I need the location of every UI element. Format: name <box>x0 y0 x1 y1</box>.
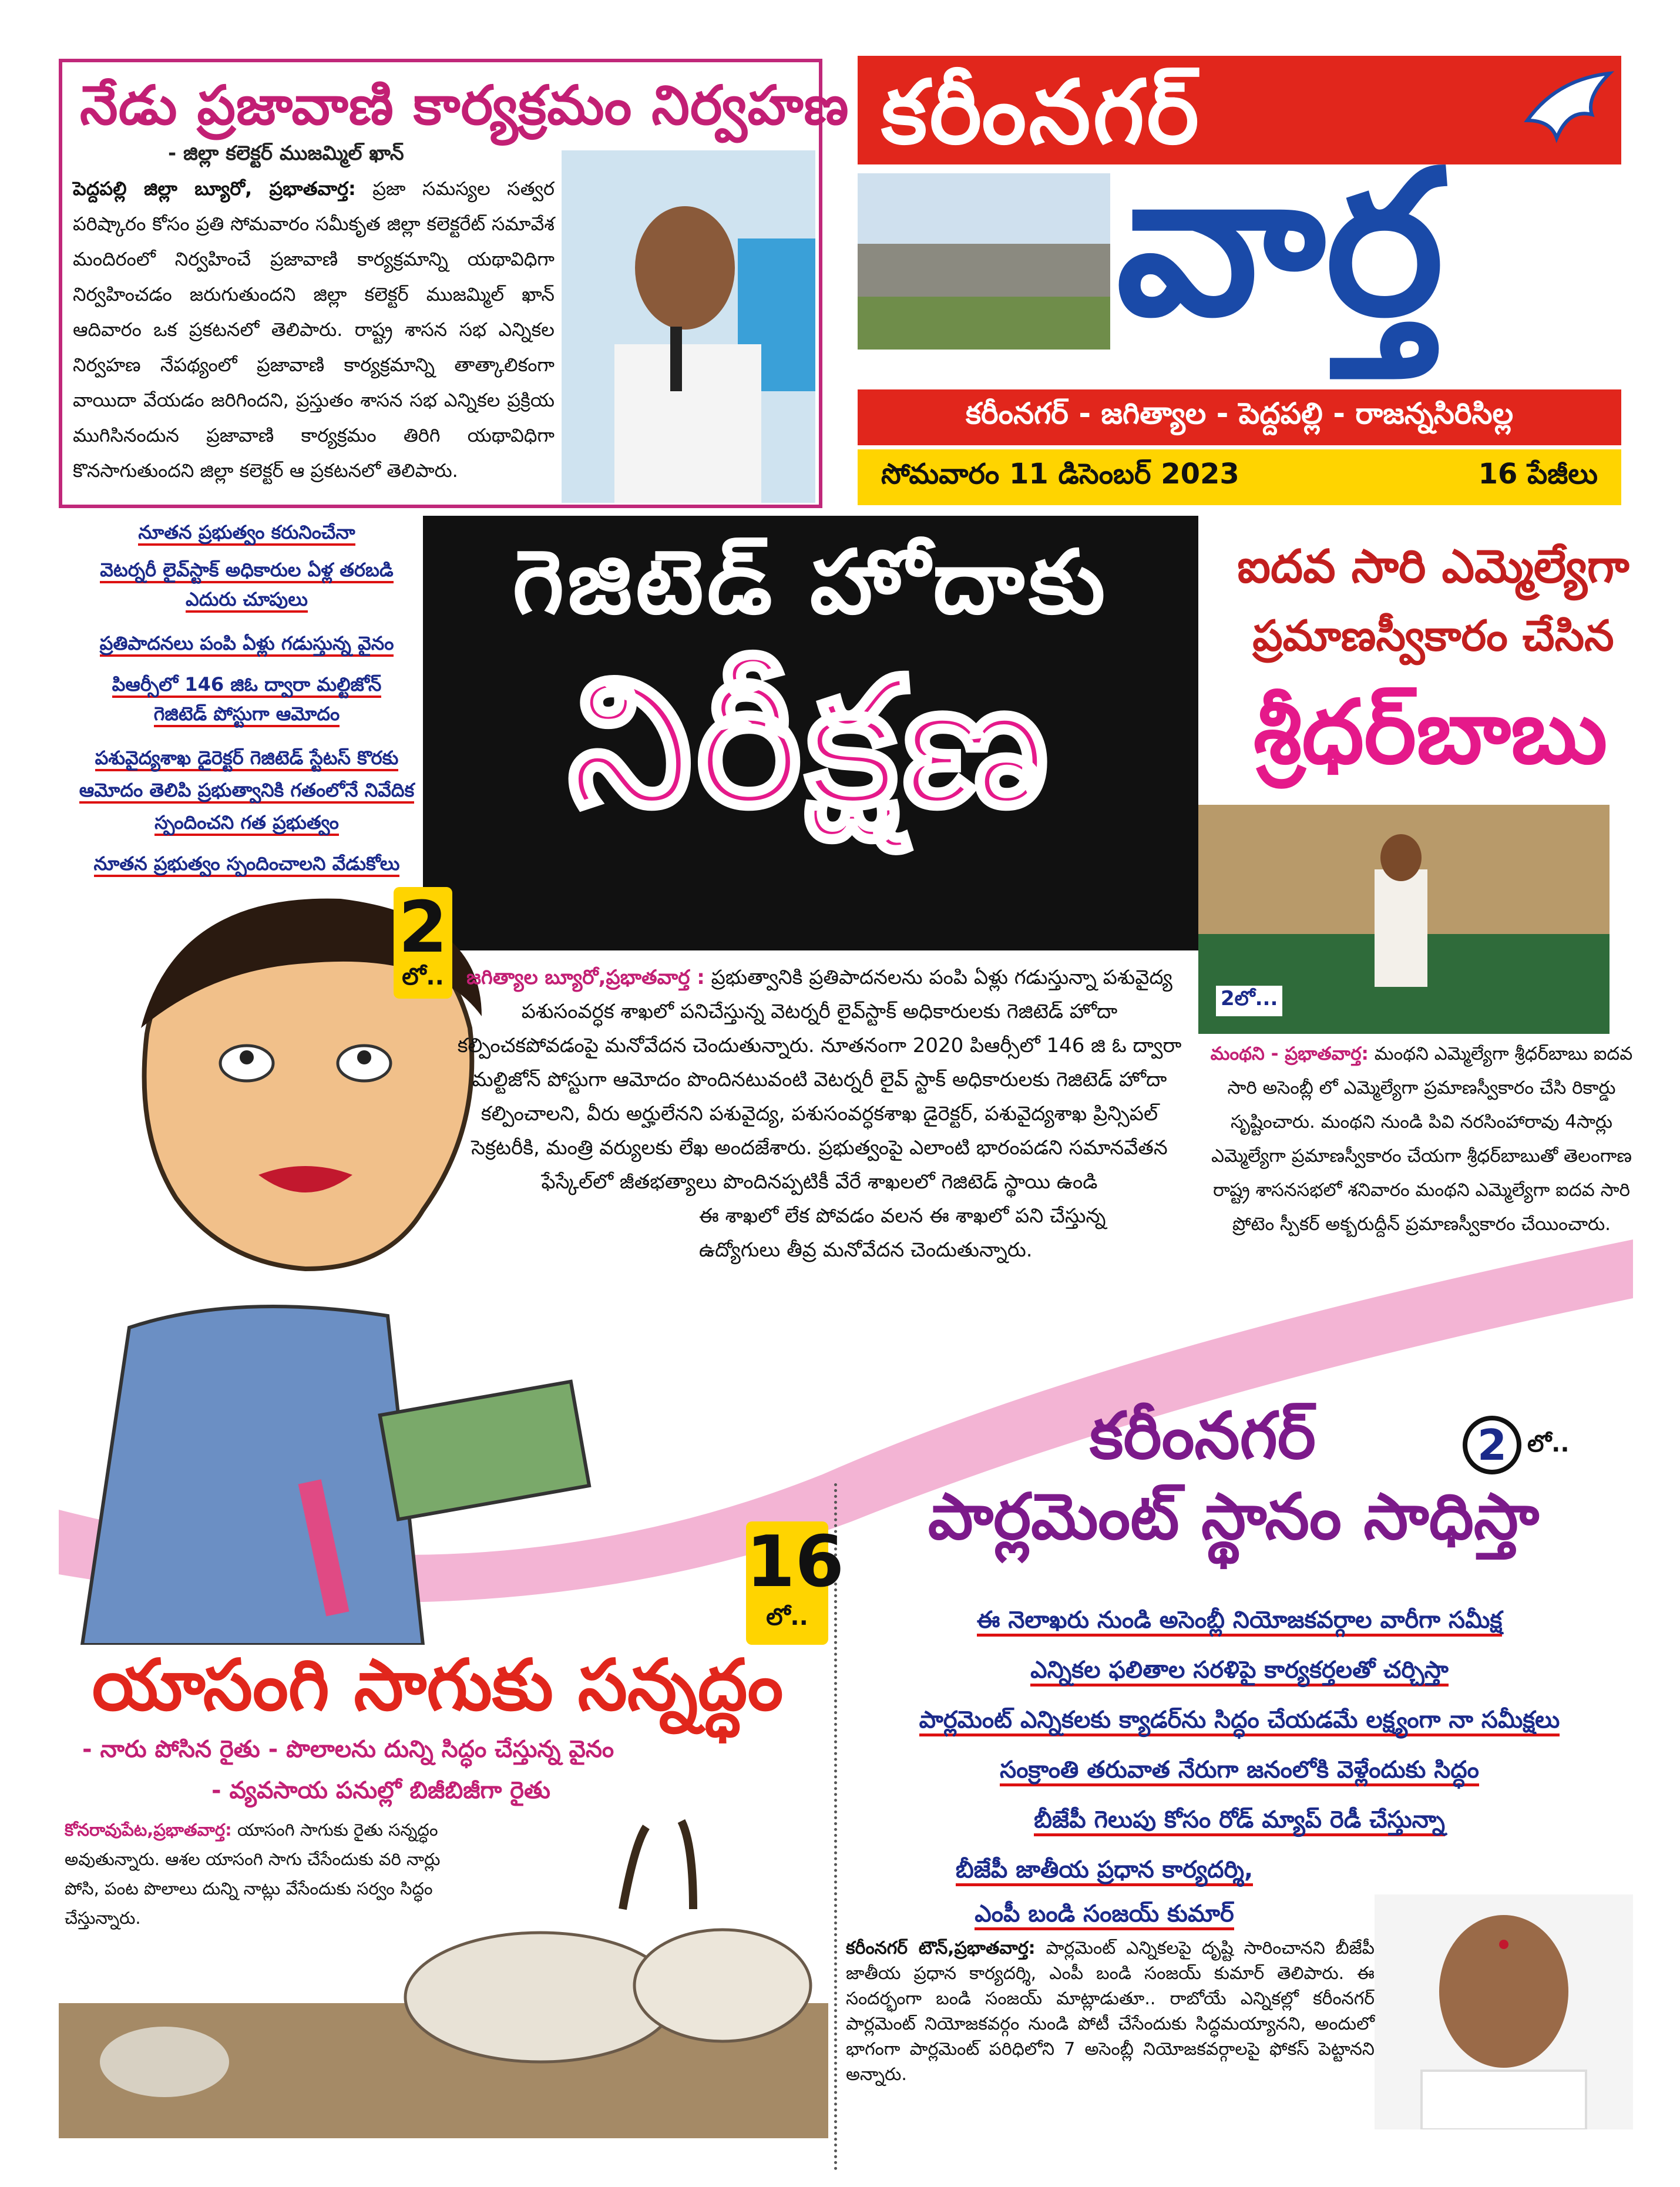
page-2-badge[interactable]: 2 లో.. <box>394 887 452 999</box>
masthead-paper-name: వార్త <box>1116 127 1444 360</box>
lead-title-top: గెజిటెడ్ హోదాకు <box>512 532 1109 634</box>
yasangi-text: యాసంగి సాగుకు రైతు సన్నద్ధం అవుతున్నారు. ఆశల యాసంగి సాగు చేసేందుకు వరి నార్లు పోసి, పంట పొలాలు దున్ని నాట్లు వేసేందుకు సర్వం సిద్ధం చేస్తున్నారు. <box>65 1820 441 1928</box>
dove-icon <box>1521 68 1615 150</box>
karimnagar-bullet: సంక్రాంతి తరువాత నేరుగా జనంలోకి వెళ్లేందుకు సిద్ధం <box>840 1756 1639 1789</box>
lead-body <box>452 960 1187 1267</box>
sridhar-page-tag[interactable]: 2లో... <box>1216 986 1282 1016</box>
karimnagar-bullet: బీజేపీ జాతీయ ప్రధాన కార్యదర్శి, <box>840 1856 1369 1889</box>
yasangi-subhead-1: - నారు పోసిన రైతు - పొలాలను దున్ని సిద్ధం చేస్తున్న వైనం <box>82 1736 614 1763</box>
prajavani-headline: నేడు ప్రజావాణి కార్యక్రమం నిర్వహణ <box>80 74 849 137</box>
karimnagar-bullet: ఎన్నికల ఫలితాల సరళిపై కార్యకర్తలతో చర్చిస్తా <box>840 1657 1639 1689</box>
sridhar-body <box>1198 1037 1645 1241</box>
masthead-dateline <box>858 449 1621 505</box>
karimnagar-bullet: బీజేపీ గెలుపు కోసం రోడ్ మ్యాప్ రెడీ చేస్తున్నా <box>840 1806 1639 1839</box>
karimnagar-body <box>846 1936 1375 2087</box>
prajavani-dateline: పెద్దపల్లి జిల్లా బ్యూరో, ప్రభాతవార్త: <box>73 177 356 200</box>
sridhar-headline-2: ప్రమాణస్వీకారం చేసిన <box>1252 611 1614 660</box>
sridhar-text: మంథని ఎమ్మెల్యేగా శ్రీధర్‌బాబు ఐదవ సారి అసెంబ్లీ లో ఎమ్మెల్యేగా ప్రమాణస్వీకారం చేసి రికార్డు సృష్టించారు. మంథని నుండి పివి నరసింహారావు 4సార్లు ఎమ్మెల్యేగా ప్రమాణస్వీకారం చేయగా శ్రీధర్‌బాబుతో తెలంగాణ రాష్ట్ర శాసనసభలో శనివారం మంథని ఎమ్మెల్యేగా ఐదవ సారి ప్రోటెం స్పీకర్ అక్బరుద్దీన్ ప్రమాణస్వీకారం చేయించారు. <box>1211 1043 1633 1235</box>
dam-photo <box>858 173 1110 350</box>
lead-dateline: జగిత్యాల బ్యూరో,ప్రభాతవార్త : <box>466 966 705 989</box>
sridhar-headline-1: ఐదవ సారి ఎమ్మెల్యేగా <box>1237 540 1629 593</box>
collector-photo <box>562 150 815 503</box>
bandi-sanjay-photo <box>1375 1894 1633 2129</box>
prajavani-article <box>59 59 849 508</box>
masthead-districts: కరీంనగర్ - జగిత్యాల - పెద్దపల్లి - రాజన్నసిరిసిల్ల <box>858 389 1621 445</box>
lead-bullet: ఆమోదం తెలిపి ప్రభుత్వానికి గతంలోనే నివేదిక <box>59 777 435 803</box>
prajavani-body <box>73 171 555 488</box>
lead-text-tail: ఈ శాఖలో లేక పోవడం వలన ఈ శాఖలో పని చేస్తున్న ఉద్యోగులు తీవ్ర మనోవేదన చెందుతున్నారు. <box>699 1204 1106 1262</box>
prajavani-byline: - జిల్లా కలెక్టర్ ముజమ్మిల్ ఖాన్ <box>168 142 404 165</box>
page-2-circle-badge-label: లో.. <box>1527 1430 1570 1457</box>
lead-title-main: నిరీక్షణ <box>568 640 1053 845</box>
lead-text: ప్రభుత్వానికి ప్రతిపాదనలను పంపి ఏళ్లు గడుస్తున్నా పశువైద్య పశుసంవర్ధక శాఖలో పనిచేస్తున్న వెటర్నరీ లైవ్‌స్టాక్ అధికారులకు గెజిటెడ్ హోదా కల్పించకపోవడంపై మనోవేదన చెందుతున్నారు. నూతనంగా 2020 పిఆర్సీలో 146 జి ఓ ద్వారా మల్టిజోన్ పోస్టుగా ఆమోదం పొందినటువంటి వెటర్నరీ లైవ్ స్టాక్ అధికారులకు గెజిటెడ్ హోదా కల్పించాలని, వీరు అర్హులేనని పశువైద్య, పశుసంవర్ధకశాఖ డైరెక్టర్, పశువైద్యశాఖ ప్రిన్సిపల్ సెక్రటరీకి, మంత్రి వర్యులకు లేఖ అందజేశారు. ప్రభుత్వంపై ఎలాంటి భారంపడని సమానవేతన ఫేస్కేల్‌లో జీతభత్యాలు పొందినప్పటికీ వేరే శాఖలలో గెజిటెడ్ స్థాయి ఉండి <box>457 966 1182 1194</box>
lead-bullet: ప్రతిపాదనలు పంపి ఏళ్లు గడుస్తున్న వైనం <box>59 630 435 656</box>
karimnagar-dateline: కరీంనగర్ టౌన్,ప్రభాతవార్త: <box>846 1938 1036 1958</box>
lead-bullet: ఎదురు చూపులు <box>59 586 435 612</box>
collector-photo-icon <box>562 150 815 503</box>
sridhar-dateline: మంథని - ప్రభాతవార్త: <box>1210 1043 1369 1064</box>
karimnagar-bullet: ఈ నెలాఖరు నుండి అసెంబ్లీ నియోజకవర్గాల వారీగా సమీక్ష <box>840 1607 1639 1640</box>
lead-bullet: గెజిటెడ్ పోస్టుగా ఆమోదం <box>59 701 435 727</box>
lead-bullet: స్పందించని గత ప్రభుత్వం <box>59 809 435 835</box>
page-2-circle-badge[interactable]: 2 <box>1463 1416 1521 1474</box>
lead-bullet: పశువైద్యశాఖ డైరెక్టర్ గెజిటెడ్ స్టేటస్ కొరకు <box>59 745 435 771</box>
yasangi-dateline: కోనరావుపేట,ప్రభాతవార్త: <box>65 1820 232 1840</box>
lead-bullet: వెటర్నరీ లైవ్‌స్టాక్ అధికారుల ఏళ్ల తరబడి <box>59 557 435 583</box>
yasangi-body <box>65 1815 476 1933</box>
karimnagar-title-2: పార్లమెంట్ స్థానం సాధిస్తా <box>928 1480 1540 1554</box>
karimnagar-bullet: పార్లమెంట్ ఎన్నికలకు క్యాడర్‌ను సిద్ధం చేయడమే లక్ష్యంగా నా సమీక్షలు <box>840 1706 1639 1739</box>
lead-bullet: నూతన ప్రభుత్వం స్పందించాలని వేడుకోలు <box>59 851 435 876</box>
masthead-city-name: కరీంనగర్ <box>881 62 1202 164</box>
prajavani-text: ప్రజా సమస్యల సత్వర పరిష్కారం కోసం ప్రతి సోమవారం సమీకృత జిల్లా కలెక్టరేట్ సమావేశ మందిరంలో నిర్వహించే ప్రజావాణి కార్యక్రమాన్ని యథావిధిగా నిర్వహించడం జరుగుతుందని జిల్లా కలెక్టర్ ముజమ్మిల్ ఖాన్ ఆదివారం ఒక ప్రకటనలో తెలిపారు. రాష్ట్ర శాసన సభ ఎన్నికల నిర్వహణ నేపథ్యంలో ప్రజావాణి కార్యక్రమాన్ని తాత్కాలికంగా వాయిదా వేయడం జరిగిందని, ప్రస్తుతం శాసన సభ ఎన్నికల ప్రక్రియ ముగిసినందున ప్రజావాణి కార్యక్రమం తిరిగి యథావిధిగా కొనసాగుతుందని జిల్లా కలెక్టర్ ఆ ప్రకటనలో తెలిపారు. <box>73 177 555 482</box>
masthead <box>858 56 1621 491</box>
yasangi-subhead-2: - వ్యవసాయ పనుల్లో బిజీబిజీగా రైతు <box>211 1777 550 1804</box>
page-16-badge[interactable]: 16 లో.. <box>746 1521 828 1645</box>
karimnagar-bullet: ఎంపీ బండి సంజయ్ కుమార్ <box>840 1900 1369 1933</box>
assembly-photo <box>1198 805 1610 1034</box>
lead-bullet: పిఆర్సీలో 146 జిఓ ద్వారా మల్టిజోన్ <box>59 671 435 697</box>
yasangi-headline: యాసంగి సాగుకు సన్నద్ధం <box>92 1645 784 1726</box>
karimnagar-text: పార్లమెంట్ ఎన్నికలపై దృష్టి సారించానని బీజేపీ జాతీయ ప్రధాన కార్యదర్శి, ఎంపీ బండి సంజయ్ కుమార్ తెలిపారు. ఈ సందర్భంగా బండి సంజయ్ మాట్లాడుతూ.. రాబోయే ఎన్నికల్లో కరీంనగర్ పార్లమెంట్ నియోజకవర్గం నుండి పోటీ చేసేందుకు సిద్ధమయ్యానని, అందులో భాగంగా పార్లమెంట్ పరిధిలోని 7 అసెంబ్లీ నియోజకవర్గాలపై ఫోకస్ పెట్టానని అన్నారు. <box>846 1938 1375 2085</box>
sridhar-name: శ్రీధర్‌బాబు <box>1253 681 1608 784</box>
karimnagar-title-1: కరీంనగర్ <box>1090 1398 1316 1473</box>
issue-date: సోమవారం 11 డిసెంబర్ 2023 <box>881 457 1239 491</box>
lead-bullets <box>59 516 423 898</box>
page-count: 16 పేజీలు <box>1478 457 1598 491</box>
lead-bullet: నూతన ప్రభుత్వం కరునించేనా <box>59 519 435 545</box>
